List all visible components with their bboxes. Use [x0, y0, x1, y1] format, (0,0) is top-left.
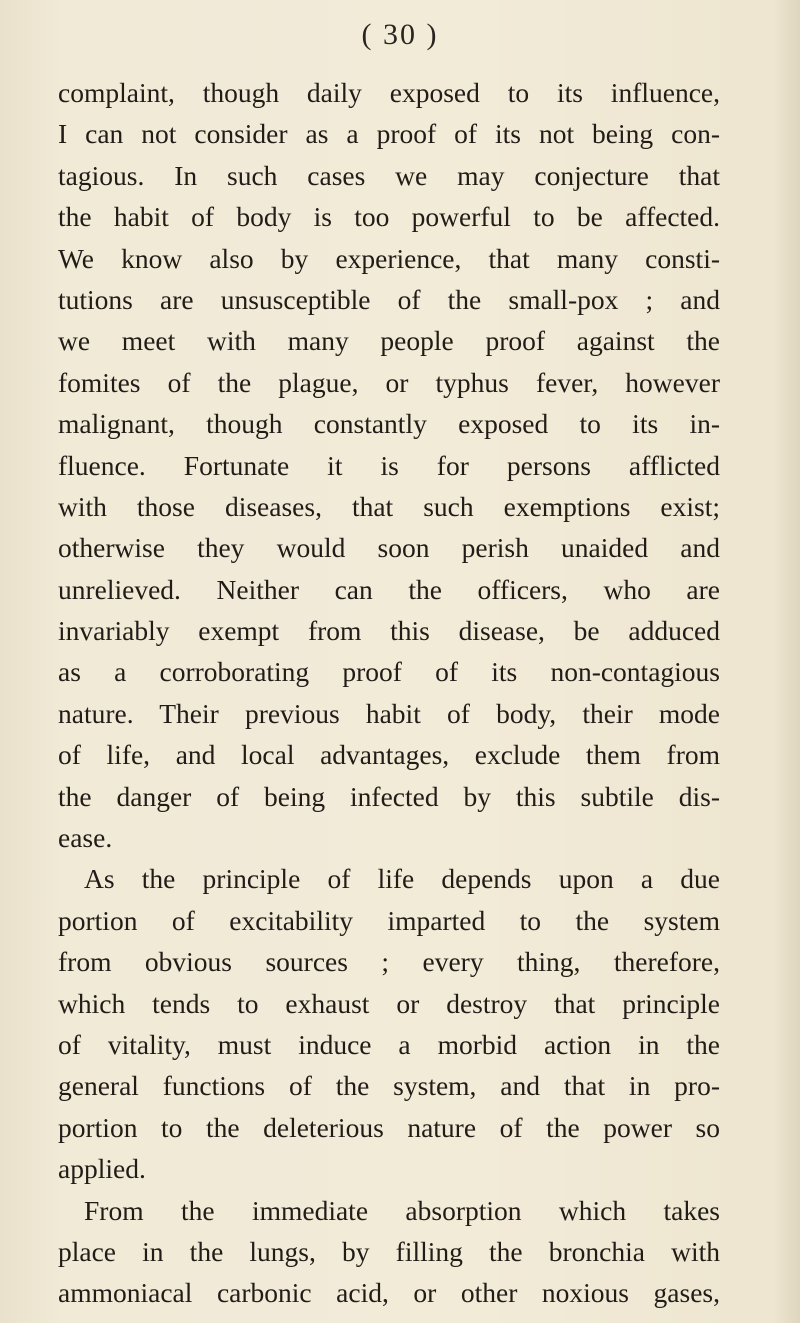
text-line: tutions are unsusceptible of the small-pox ; and [58, 283, 720, 315]
text-line: of vitality, must induce a morbid action in the [58, 1028, 720, 1060]
text-line: ammoniacal carbonic acid, or other noxious gases, [58, 1277, 720, 1309]
text-line: malignant, though constantly exposed to its in- [58, 408, 720, 440]
text-line: general functions of the system, and that in pro- [58, 1070, 720, 1102]
text-line: ease. [58, 822, 113, 854]
text-line: fomites of the plague, or typhus fever, however [58, 366, 720, 398]
text-line: portion to the deleterious nature of the power so [58, 1111, 720, 1143]
text-line: of life, and local advantages, exclude them from [58, 739, 720, 771]
text-line: tagious. In such cases we may conjecture that [58, 159, 720, 191]
text-line: the danger of being infected by this subtile dis- [58, 780, 720, 812]
text-line: which tends to exhaust or destroy that principle [58, 987, 720, 1019]
text-line: applied. [58, 1153, 146, 1185]
text-line: we meet with many people proof against the [58, 325, 720, 357]
text-line: invariably exempt from this disease, be adduced [58, 615, 720, 647]
text-line: with those diseases, that such exemptions exist; [58, 490, 720, 522]
text-line: I can not consider as a proof of its not being con- [58, 118, 720, 150]
text-line: otherwise they would soon perish unaided and [58, 532, 720, 564]
text-line: complaint, though daily exposed to its influence, [58, 77, 720, 108]
text-line: portion of excitability imparted to the system [58, 904, 720, 936]
text-line: as a corroborating proof of its non-contagious [58, 656, 720, 688]
page-number: ( 30 ) [361, 18, 439, 51]
text-line: the habit of body is too powerful to be affected. [58, 201, 720, 233]
page-edge-shadow [774, 0, 800, 1323]
text-line: place in the lungs, by filling the bronchia with [58, 1235, 720, 1267]
body-text [58, 72, 720, 1314]
paragraph-start-line: From the immediate absorption which takes [84, 1194, 720, 1226]
text-line: nature. Their previous habit of body, their mode [58, 697, 720, 729]
text-line: unrelieved. Neither can the officers, who are [58, 573, 720, 605]
text-line: We know also by experience, that many consti- [58, 242, 720, 274]
text-line: from obvious sources ; every thing, therefore, [58, 946, 720, 978]
paragraph-start-line: As the principle of life depends upon a due [84, 863, 720, 895]
text-line: fluence. Fortunate it is for persons afflicted [58, 449, 720, 481]
